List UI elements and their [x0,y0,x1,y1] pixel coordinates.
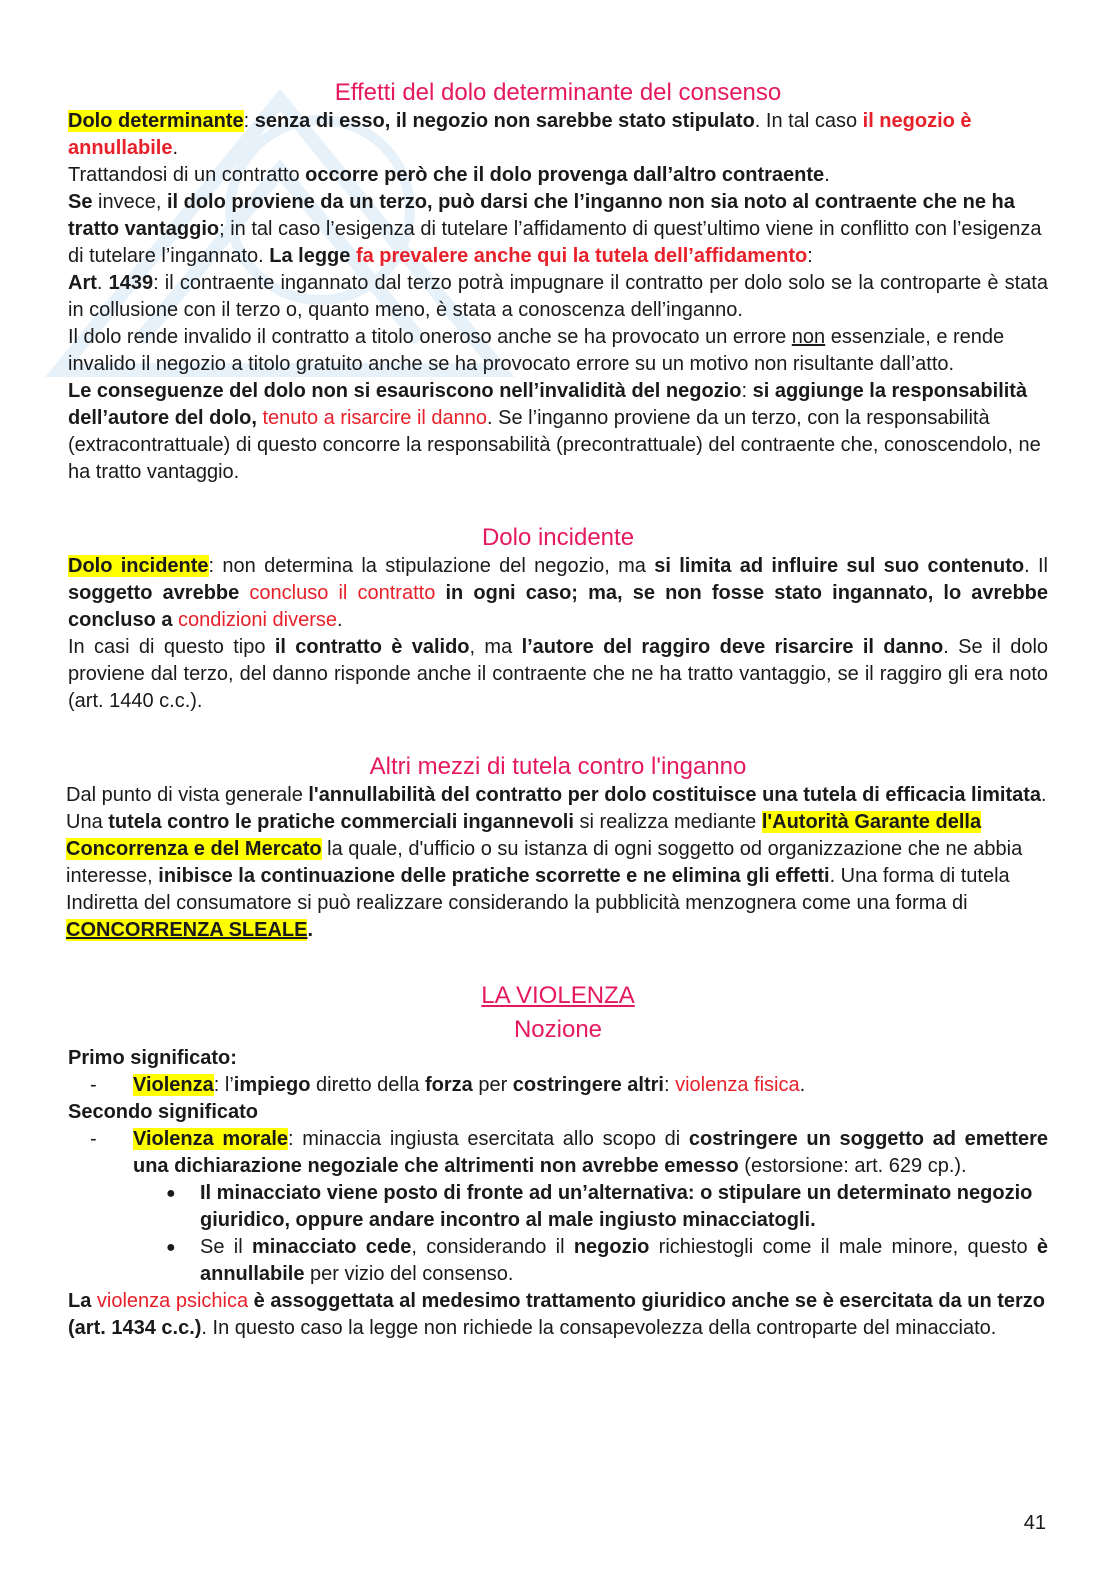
section-title-altri-mezzi: Altri mezzi di tutela contro l'inganno [369,753,747,780]
list-item: ● Se il minacciato cede, considerando il negozio richiestogli come il male minore, questo è annullabile per vizio del consenso. [166,1236,1049,1285]
paragraph: Dolo determinante: senza di esso, il negozio non sarebbe stato stipulato. In tal caso il negozio è annullabile. [68,110,972,159]
section-subtitle-nozione: Nozione [513,1016,603,1043]
paragraph: Se invece, il dolo proviene da un terzo, può darsi che l’inganno non sia noto al contraente che ne ha tratto vantaggio; in tal caso l’esigenza di tutelare l’affidamento di quest’ultimo viene in conflitto con l’esigenza di tutelare l’ingannato. La legge fa prevalere anche qui la tutela dell’affidamento: [68,191,1042,267]
paragraph: La violenza psichica è assoggettata al medesimo trattamento giuridico anche se è esercitata da un terzo (art. 1434 c.c.). In questo caso la legge non richiede la consapevolezza della controparte del minacciato. [68,1290,1046,1339]
paragraph: Dolo incidente: non determina la stipulazione del negozio, ma si limita ad influire sul suo contenuto. Il soggetto avrebbe concluso il contratto in ogni caso; ma, se non fosse stato ingannato, lo avrebbe concluso a condizioni diverse. [68,555,1049,631]
paragraph: Art. 1439: il contraente ingannato dal terzo potrà impugnare il contratto per dolo solo se la controparte è stata in collusione con il terzo o, quanto meno, è stata a conoscenza dell’inganno. [68,272,1048,321]
paragraph: Il dolo rende invalido il contratto a titolo oneroso anche se ha provocato un errore non essenziale, e rende invalido il negozio a titolo gratuito anche se ha provocato errore su un motivo non risultante dall’atto. [68,326,1005,375]
section-title-dolo-determinante: Effetti del dolo determinante del consenso [334,79,782,106]
page-number: 41 [1023,1512,1046,1534]
list-item: ● Il minacciato viene posto di fronte ad un’alternativa: o stipulare un determinato negozio giuridico, oppure andare incontro al male ingiusto minacciatogli. [166,1182,1033,1231]
paragraph: Trattandosi di un contratto occorre però che il dolo provenga dall’altro contraente. [68,164,830,186]
paragraph: Le conseguenze del dolo non si esauriscono nell’invalidità del negozio: si aggiunge la responsabilità dell’autore del dolo, tenuto a risarcire il danno. Se l’inganno proviene da un terzo, con la responsabilità (extracontrattuale) di questo concorre la responsabilità (precontrattuale) del contraente che, conoscendolo, ne ha tratto vantaggio. [68,380,1041,483]
section-title-dolo-incidente: Dolo incidente [481,524,635,551]
paragraph: Dal punto di vista generale l'annullabilità del contratto per dolo costituisce una tutela di efficacia limitata. Una tutela contro le pratiche commerciali ingannevoli si realizza mediante l'Autorità Garante della Concorrenza e del Mercato la quale, d'ufficio o su istanza di ogni soggetto od organizzazione che ne abbia interesse, inibisce la continuazione delle pratiche scorrette e ne elimina gli effetti. Una forma di tutela Indiretta del consumatore si può realizzare considerando la pubblicità menzognera come una forma di CONCORRENZA SLEALE. [66,784,1047,941]
label-secondo-significato: Secondo significato [68,1101,259,1123]
list-item: - Violenza morale: minaccia ingiusta esercitata allo scopo di costringere un soggetto ad emettere una dichiarazione negoziale che altrimenti non avrebbe emesso (estorsione: art. 629 cp.). [90,1128,1048,1177]
section-title-violenza: LA VIOLENZA [481,982,635,1009]
paragraph: In casi di questo tipo il contratto è valido, ma l’autore del raggiro deve risarcire il danno. Se il dolo proviene dal terzo, del danno risponde anche il contraente che ne ha tratto vantaggio, se il raggiro gli era noto (art. 1440 c.c.). [68,636,1049,712]
label-primo-significato: Primo significato: [68,1047,237,1069]
list-item: - Violenza: l’impiego diretto della forza per costringere altri: violenza fisica. [90,1074,806,1096]
document-page [68,78,1048,1342]
